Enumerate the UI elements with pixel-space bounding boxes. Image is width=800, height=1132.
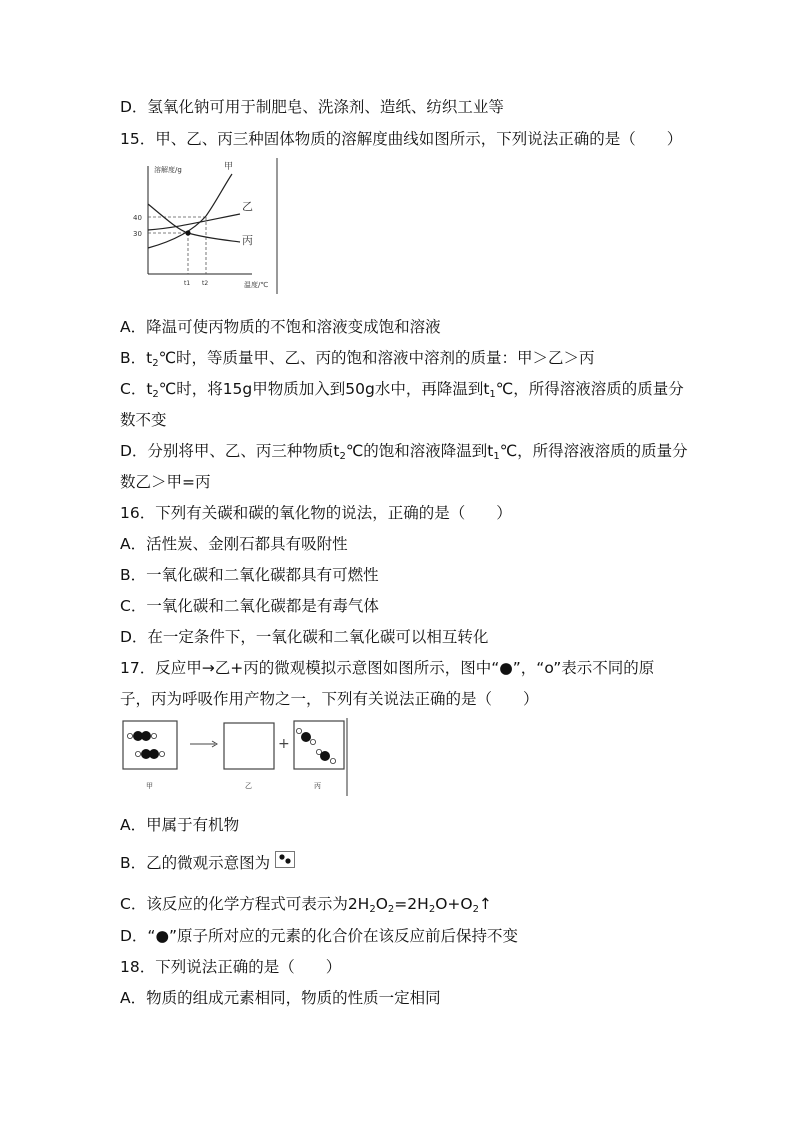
series-label-jia: 甲 <box>224 162 234 172</box>
q17-stem-line2: 子，丙为呼吸作用产物之一，下列有关说法正确的是（ ） <box>120 690 539 708</box>
q17-option-c: C．该反应的化学方程式可表示为$2H_2O_2=2H_2O+O_2↑$ <box>120 895 492 915</box>
y-tick-40: 40 <box>133 214 142 222</box>
x-axis-label: 温度/℃ <box>244 281 269 289</box>
q15-option-d: D．分别将甲、乙、丙三种物质$t_2℃$的饱和溶液降温到$t_1℃$，所得溶液溶质的质量分 <box>120 442 688 462</box>
q15-option-a: A．降温可使丙物质的不饱和溶液变成饱和溶液 <box>120 318 441 336</box>
q16-option-c: C．一氧化碳和二氧化碳都是有毒气体 <box>120 597 379 615</box>
x-tick-t1: t1 <box>184 280 191 287</box>
q16-option-a: A．活性炭、金刚石都具有吸附性 <box>120 535 348 553</box>
q16-stem: 16．下列有关碳和碳的氧化物的说法，正确的是（ ） <box>120 504 512 522</box>
q14-option-d: D．氢氧化钠可用于制肥皂、洗涤剂、造纸、纺织工业等 <box>120 98 504 116</box>
q16-option-d: D．在一定条件下，一氧化碳和二氧化碳可以相互转化 <box>120 628 489 646</box>
yi-micro-icon <box>275 851 295 868</box>
q17-stem-line1: 17．反应甲→乙+丙的微观模拟示意图如图所示，图中“●”，“o”表示不同的原 <box>120 659 655 677</box>
q17-option-a: A．甲属于有机物 <box>120 816 240 834</box>
reaction-diagram <box>120 718 350 798</box>
y-tick-30: 30 <box>133 230 142 238</box>
plus-sign: + <box>278 736 290 752</box>
q15-option-c: C．$t_2℃$时，将15g甲物质加入到50g水中，再降温到$t_1℃$，所得溶液溶质的质量分 <box>120 380 684 400</box>
q15-option-b: B．$t_2℃$时，等质量甲、乙、丙的饱和溶液中溶剂的质量：甲＞乙＞丙 <box>120 349 595 369</box>
box-yi <box>224 723 274 769</box>
box-jia <box>123 721 177 769</box>
q15-option-d-cont: 数乙＞甲=丙 <box>120 473 211 491</box>
box-bing <box>294 721 344 769</box>
q15-stem: 15．甲、乙、丙三种固体物质的溶解度曲线如图所示，下列说法正确的是（ ） <box>120 130 683 148</box>
label-bing: 丙 <box>314 782 321 790</box>
q15-option-c-cont: 数不变 <box>120 411 167 429</box>
y-axis-label: 溶解度/g <box>154 166 182 174</box>
q16-option-b: B．一氧化碳和二氧化碳都具有可燃性 <box>120 566 379 584</box>
x-tick-t2: t2 <box>202 280 209 287</box>
intersection-point <box>185 230 190 235</box>
q17-option-d: D．“●”原子所对应的元素的化合价在该反应前后保持不变 <box>120 927 519 945</box>
series-label-bing: 丙 <box>242 234 253 247</box>
solubility-chart <box>120 156 280 296</box>
series-label-yi: 乙 <box>242 200 253 213</box>
q18-option-a: A．物质的组成元素相同，物质的性质一定相同 <box>120 989 441 1007</box>
series-jia <box>148 174 232 248</box>
q18-stem: 18．下列说法正确的是（ ） <box>120 958 342 976</box>
q17-option-b: B．乙的微观示意图为 <box>120 854 271 872</box>
label-jia: 甲 <box>146 782 153 790</box>
label-yi: 乙 <box>245 782 252 790</box>
